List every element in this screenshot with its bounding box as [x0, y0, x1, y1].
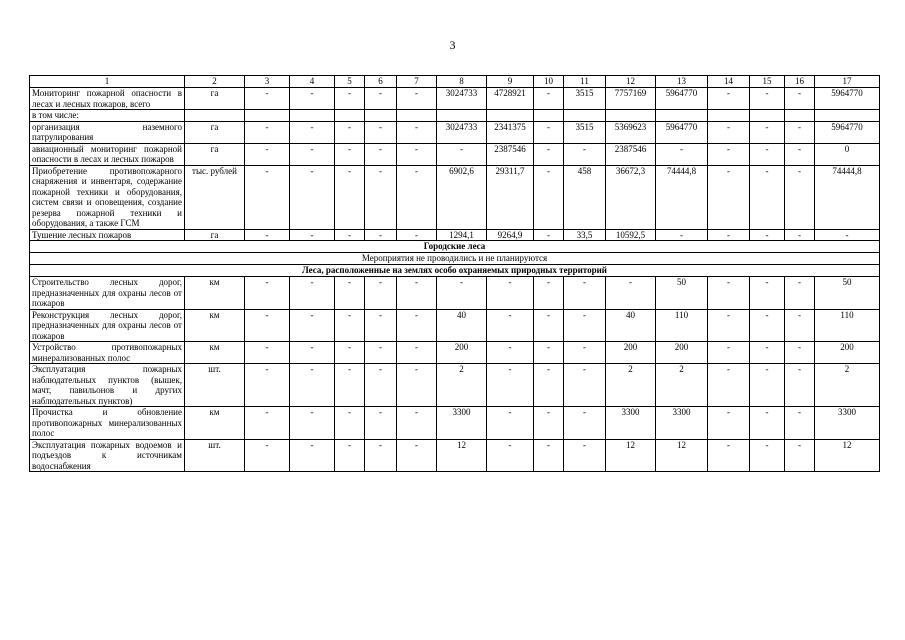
- unit-cell: км: [185, 342, 245, 364]
- fire-protection-table: [29, 75, 880, 472]
- value-cell: [487, 110, 534, 122]
- value-cell: [290, 110, 335, 122]
- table-row: [30, 364, 880, 407]
- value-cell: 33,5: [564, 229, 606, 241]
- value-cell: -: [815, 229, 880, 241]
- unit-cell: га: [185, 143, 245, 165]
- value-cell: -: [534, 277, 564, 310]
- value-cell: -: [785, 342, 815, 364]
- value-cell: [437, 110, 487, 122]
- header-row: [30, 76, 880, 88]
- value-cell: -: [335, 364, 365, 407]
- value-cell: 2: [437, 364, 487, 407]
- value-cell: -: [487, 309, 534, 342]
- value-cell: -: [750, 121, 785, 143]
- value-cell: -: [365, 439, 397, 472]
- value-cell: 110: [656, 309, 708, 342]
- section-title-city-forests: Городские леса: [30, 241, 880, 253]
- value-cell: 200: [815, 342, 880, 364]
- value-cell: 50: [815, 277, 880, 310]
- value-cell: 3300: [656, 407, 708, 440]
- value-cell: 200: [437, 342, 487, 364]
- value-cell: -: [365, 121, 397, 143]
- value-cell: -: [708, 342, 750, 364]
- value-cell: -: [365, 277, 397, 310]
- value-cell: -: [397, 407, 437, 440]
- value-cell: -: [397, 364, 437, 407]
- value-cell: 3515: [564, 121, 606, 143]
- table-row: [30, 407, 880, 440]
- value-cell: [335, 110, 365, 122]
- value-cell: 36672,3: [606, 165, 656, 229]
- value-cell: [606, 110, 656, 122]
- column-header: 9: [487, 76, 534, 88]
- value-cell: -: [564, 277, 606, 310]
- value-cell: 3300: [815, 407, 880, 440]
- activity-name-cell: организация наземного патрулирования: [30, 121, 185, 143]
- value-cell: -: [708, 121, 750, 143]
- table-row: [30, 143, 880, 165]
- value-cell: -: [534, 165, 564, 229]
- value-cell: -: [750, 165, 785, 229]
- table-row: [30, 110, 880, 122]
- activity-name-cell: Прочистка и обновление противопожарных минерализованных полос: [30, 407, 185, 440]
- value-cell: 3515: [564, 88, 606, 110]
- unit-cell: [185, 110, 245, 122]
- value-cell: -: [750, 277, 785, 310]
- value-cell: 1294,1: [437, 229, 487, 241]
- value-cell: -: [335, 407, 365, 440]
- value-cell: [750, 110, 785, 122]
- value-cell: 3024733: [437, 88, 487, 110]
- value-cell: 3024733: [437, 121, 487, 143]
- value-cell: 3300: [606, 407, 656, 440]
- unit-cell: км: [185, 407, 245, 440]
- value-cell: -: [534, 229, 564, 241]
- value-cell: -: [397, 309, 437, 342]
- value-cell: -: [365, 143, 397, 165]
- activity-name-cell: Устройство противопожарных минерализованных полос: [30, 342, 185, 364]
- value-cell: 200: [606, 342, 656, 364]
- value-cell: -: [750, 88, 785, 110]
- column-header: 8: [437, 76, 487, 88]
- value-cell: -: [534, 407, 564, 440]
- value-cell: 458: [564, 165, 606, 229]
- unit-cell: га: [185, 229, 245, 241]
- unit-cell: шт.: [185, 439, 245, 472]
- value-cell: -: [245, 407, 290, 440]
- column-header: 1: [30, 76, 185, 88]
- value-cell: 2: [815, 364, 880, 407]
- value-cell: -: [245, 121, 290, 143]
- value-cell: -: [708, 277, 750, 310]
- unit-cell: км: [185, 309, 245, 342]
- table-row: [30, 309, 880, 342]
- column-header: 16: [785, 76, 815, 88]
- value-cell: -: [245, 309, 290, 342]
- table-row: [30, 439, 880, 472]
- value-cell: -: [708, 439, 750, 472]
- table-row: [30, 277, 880, 310]
- value-cell: -: [245, 277, 290, 310]
- value-cell: -: [708, 407, 750, 440]
- column-header: 4: [290, 76, 335, 88]
- value-cell: -: [750, 309, 785, 342]
- value-cell: -: [534, 342, 564, 364]
- value-cell: 5964770: [815, 88, 880, 110]
- value-cell: -: [290, 277, 335, 310]
- value-cell: -: [290, 364, 335, 407]
- value-cell: -: [487, 342, 534, 364]
- value-cell: 200: [656, 342, 708, 364]
- activity-name-cell: Приобретение противопожарного снаряжения и инвентаря, содержание пожарной техники и оборудования, систем связи и оповещения, создание резерва пожарной техники и оборудования, а также ГСМ: [30, 165, 185, 229]
- column-header: 3: [245, 76, 290, 88]
- value-cell: 2387546: [606, 143, 656, 165]
- value-cell: -: [708, 165, 750, 229]
- unit-cell: га: [185, 88, 245, 110]
- value-cell: -: [487, 277, 534, 310]
- column-header: 5: [335, 76, 365, 88]
- value-cell: -: [335, 342, 365, 364]
- value-cell: -: [335, 88, 365, 110]
- value-cell: 110: [815, 309, 880, 342]
- value-cell: 12: [656, 439, 708, 472]
- value-cell: -: [397, 88, 437, 110]
- value-cell: 74444,8: [656, 165, 708, 229]
- value-cell: -: [564, 407, 606, 440]
- value-cell: -: [245, 88, 290, 110]
- value-cell: -: [785, 277, 815, 310]
- value-cell: 9264,9: [487, 229, 534, 241]
- value-cell: -: [785, 364, 815, 407]
- value-cell: 40: [437, 309, 487, 342]
- value-cell: -: [534, 309, 564, 342]
- value-cell: -: [656, 143, 708, 165]
- value-cell: [708, 110, 750, 122]
- value-cell: -: [245, 229, 290, 241]
- column-header: 6: [365, 76, 397, 88]
- unit-cell: шт.: [185, 364, 245, 407]
- value-cell: 74444,8: [815, 165, 880, 229]
- value-cell: -: [335, 229, 365, 241]
- section-note-city-forests-row: [30, 253, 880, 265]
- value-cell: -: [487, 439, 534, 472]
- activity-name-cell: Эксплуатация пожарных водоемов и подъездов к источникам водоснабжения: [30, 439, 185, 472]
- value-cell: -: [534, 88, 564, 110]
- table-row: [30, 342, 880, 364]
- value-cell: -: [397, 439, 437, 472]
- activity-name-cell: Эксплуатация пожарных наблюдательных пунктов (вышек, мачт, павильонов и других наблюдательных пунктов): [30, 364, 185, 407]
- value-cell: 2: [606, 364, 656, 407]
- column-header: 13: [656, 76, 708, 88]
- value-cell: -: [564, 143, 606, 165]
- value-cell: -: [335, 309, 365, 342]
- value-cell: -: [335, 121, 365, 143]
- value-cell: -: [606, 277, 656, 310]
- value-cell: -: [785, 309, 815, 342]
- value-cell: -: [785, 407, 815, 440]
- value-cell: -: [290, 342, 335, 364]
- value-cell: 7757169: [606, 88, 656, 110]
- value-cell: -: [437, 277, 487, 310]
- value-cell: -: [534, 364, 564, 407]
- value-cell: -: [397, 277, 437, 310]
- value-cell: -: [365, 309, 397, 342]
- value-cell: 4728921: [487, 88, 534, 110]
- value-cell: -: [708, 88, 750, 110]
- activity-name-cell: Мониторинг пожарной опасности в лесах и лесных пожаров, всего: [30, 88, 185, 110]
- value-cell: -: [397, 121, 437, 143]
- value-cell: -: [365, 165, 397, 229]
- value-cell: -: [487, 407, 534, 440]
- value-cell: -: [785, 121, 815, 143]
- column-header: 15: [750, 76, 785, 88]
- section-title-protected-areas-row: [30, 265, 880, 277]
- value-cell: [365, 110, 397, 122]
- value-cell: -: [785, 229, 815, 241]
- value-cell: -: [564, 364, 606, 407]
- value-cell: [564, 110, 606, 122]
- column-header: 7: [397, 76, 437, 88]
- value-cell: 50: [656, 277, 708, 310]
- value-cell: -: [708, 364, 750, 407]
- value-cell: -: [750, 364, 785, 407]
- value-cell: 5369623: [606, 121, 656, 143]
- section-title-protected-areas: Леса, расположенные на землях особо охраняемых природных территорий: [30, 265, 880, 277]
- value-cell: 5964770: [656, 88, 708, 110]
- value-cell: 10592,5: [606, 229, 656, 241]
- value-cell: -: [365, 407, 397, 440]
- value-cell: -: [365, 88, 397, 110]
- table-row: [30, 165, 880, 229]
- value-cell: 29311,7: [487, 165, 534, 229]
- activity-name-cell: авиационный мониторинг пожарной опасности в лесах и лесных пожаров: [30, 143, 185, 165]
- value-cell: -: [534, 143, 564, 165]
- value-cell: -: [564, 342, 606, 364]
- value-cell: [534, 110, 564, 122]
- value-cell: -: [750, 407, 785, 440]
- activity-name-cell: Реконструкция лесных дорог, предназначенных для охраны лесов от пожаров: [30, 309, 185, 342]
- value-cell: -: [290, 143, 335, 165]
- value-cell: -: [290, 439, 335, 472]
- column-header: 17: [815, 76, 880, 88]
- value-cell: -: [708, 229, 750, 241]
- value-cell: 6902,6: [437, 165, 487, 229]
- value-cell: -: [750, 342, 785, 364]
- page-number: 3: [449, 38, 456, 52]
- value-cell: 12: [437, 439, 487, 472]
- value-cell: [397, 110, 437, 122]
- value-cell: [815, 110, 880, 122]
- value-cell: -: [397, 342, 437, 364]
- value-cell: -: [245, 364, 290, 407]
- value-cell: 5964770: [815, 121, 880, 143]
- value-cell: -: [397, 229, 437, 241]
- value-cell: 2387546: [487, 143, 534, 165]
- value-cell: -: [245, 342, 290, 364]
- value-cell: -: [335, 165, 365, 229]
- value-cell: -: [785, 439, 815, 472]
- column-header: 10: [534, 76, 564, 88]
- value-cell: -: [290, 88, 335, 110]
- value-cell: -: [245, 143, 290, 165]
- value-cell: -: [365, 364, 397, 407]
- value-cell: -: [487, 364, 534, 407]
- value-cell: -: [656, 229, 708, 241]
- value-cell: 12: [815, 439, 880, 472]
- value-cell: -: [785, 88, 815, 110]
- value-cell: -: [365, 342, 397, 364]
- value-cell: -: [335, 439, 365, 472]
- activity-name-cell: в том числе:: [30, 110, 185, 122]
- value-cell: [785, 110, 815, 122]
- section-title-city-forests-row: [30, 241, 880, 253]
- value-cell: -: [290, 407, 335, 440]
- value-cell: -: [290, 309, 335, 342]
- value-cell: [245, 110, 290, 122]
- value-cell: 0: [815, 143, 880, 165]
- value-cell: -: [564, 439, 606, 472]
- table-row: [30, 229, 880, 241]
- table-row: [30, 88, 880, 110]
- value-cell: -: [397, 143, 437, 165]
- column-header: 12: [606, 76, 656, 88]
- value-cell: -: [750, 439, 785, 472]
- value-cell: -: [335, 277, 365, 310]
- value-cell: -: [534, 121, 564, 143]
- value-cell: -: [245, 165, 290, 229]
- value-cell: -: [365, 229, 397, 241]
- value-cell: -: [335, 143, 365, 165]
- value-cell: -: [750, 229, 785, 241]
- activity-name-cell: Тушение лесных пожаров: [30, 229, 185, 241]
- value-cell: -: [785, 165, 815, 229]
- table-row: [30, 121, 880, 143]
- column-header: 2: [185, 76, 245, 88]
- value-cell: -: [397, 165, 437, 229]
- activity-name-cell: Строительство лесных дорог, предназначенных для охраны лесов от пожаров: [30, 277, 185, 310]
- value-cell: -: [750, 143, 785, 165]
- value-cell: -: [564, 309, 606, 342]
- value-cell: -: [785, 143, 815, 165]
- column-header: 14: [708, 76, 750, 88]
- column-header: 11: [564, 76, 606, 88]
- value-cell: 5964770: [656, 121, 708, 143]
- value-cell: -: [534, 439, 564, 472]
- value-cell: [656, 110, 708, 122]
- value-cell: 12: [606, 439, 656, 472]
- value-cell: 2341375: [487, 121, 534, 143]
- value-cell: -: [290, 165, 335, 229]
- unit-cell: тыс. рублей: [185, 165, 245, 229]
- value-cell: 2: [656, 364, 708, 407]
- unit-cell: км: [185, 277, 245, 310]
- value-cell: -: [437, 143, 487, 165]
- unit-cell: га: [185, 121, 245, 143]
- section-note-city-forests: Мероприятия не проводились и не планируются: [30, 253, 880, 265]
- value-cell: 40: [606, 309, 656, 342]
- value-cell: 3300: [437, 407, 487, 440]
- value-cell: -: [290, 121, 335, 143]
- value-cell: -: [708, 309, 750, 342]
- value-cell: -: [245, 439, 290, 472]
- value-cell: -: [708, 143, 750, 165]
- value-cell: -: [290, 229, 335, 241]
